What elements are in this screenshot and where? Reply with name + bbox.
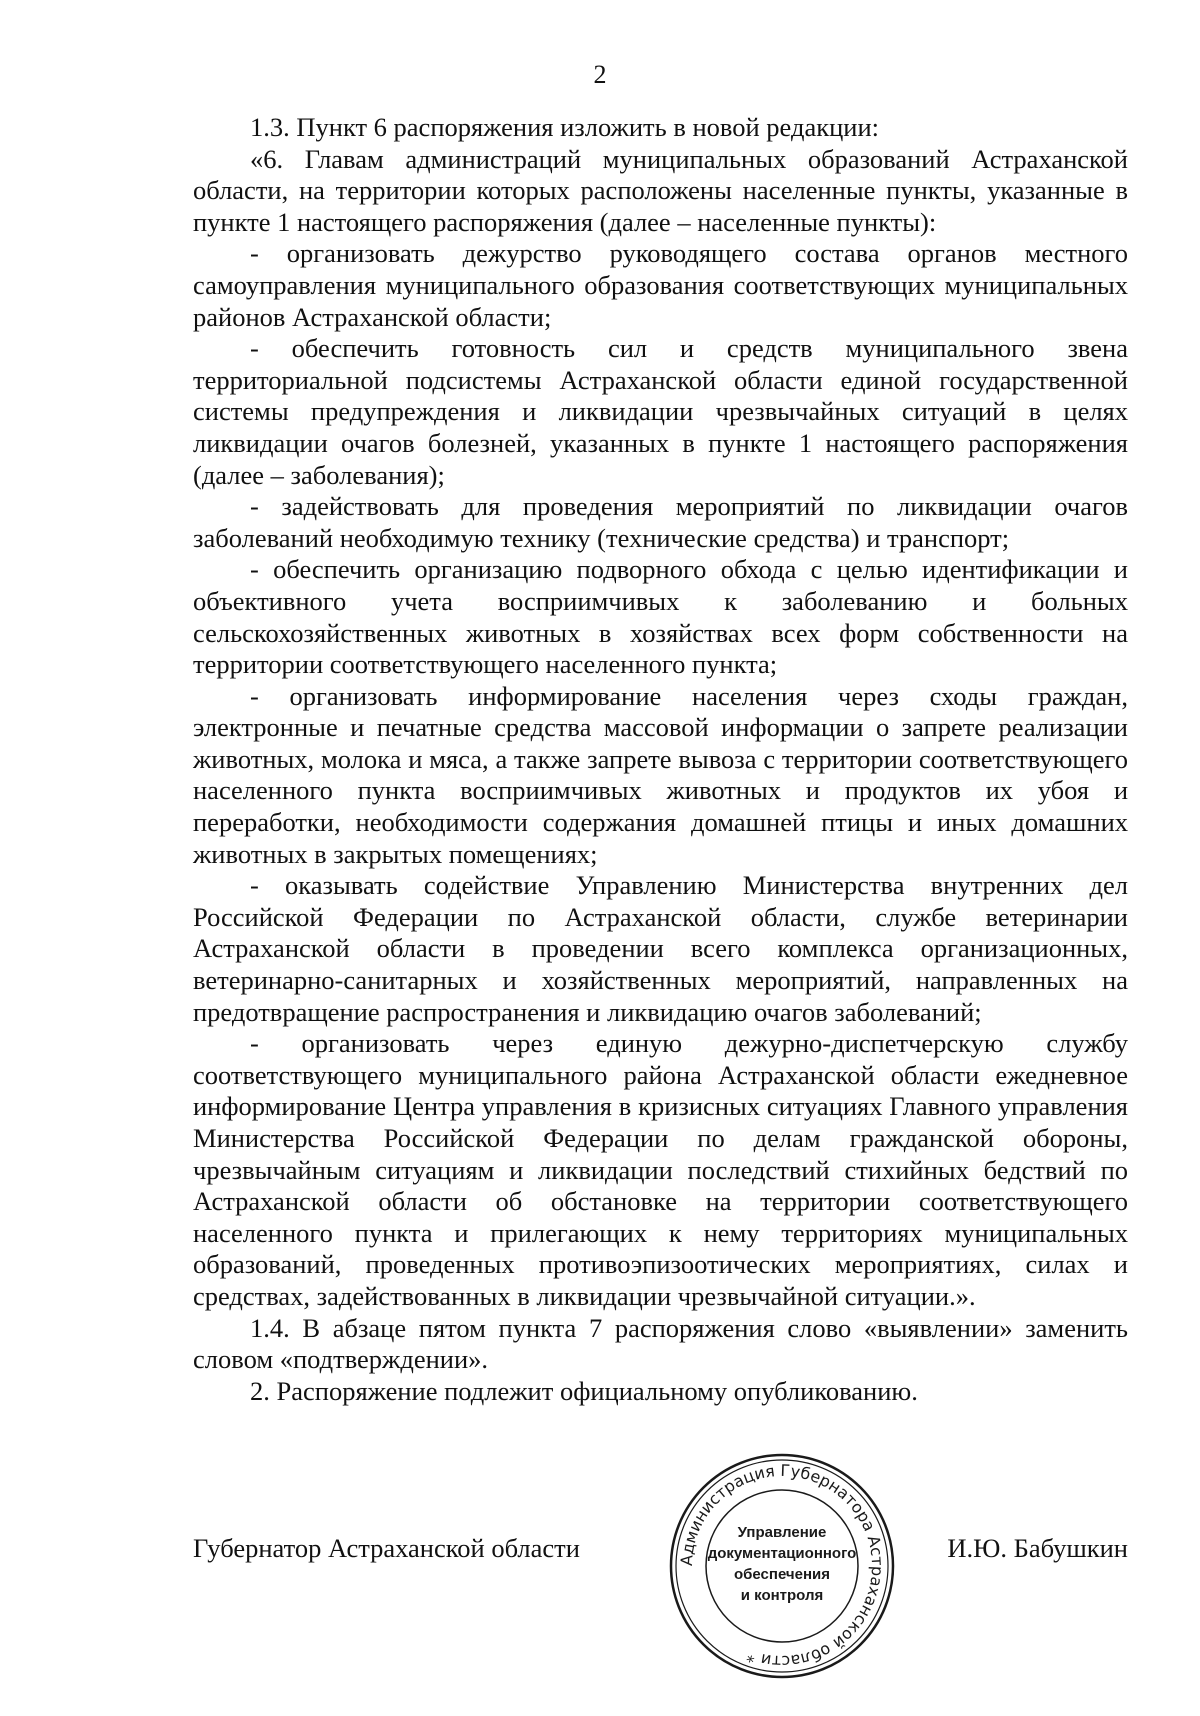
paragraph-1-4: 1.4. В абзаце пятом пункта 7 распоряжения слово «выявлении» заменить словом «подтверждении». — [193, 1312, 1128, 1375]
document-body — [193, 112, 1128, 1407]
paragraph-clause-6: «6. Главам администраций муниципальных образований Астраханской области, на территории которых расположены населенные пункты, указанные в пункте 1 настоящего распоряжения (далее – населенные пункты): — [193, 143, 1128, 237]
paragraph-assistance: - оказывать содействие Управлению Министерства внутренних дел Российской Федерации по Астраханской области, службе ветеринарии Астраханской области в проведении всего комплекса организационных, ветеринарно-санитарных и хозяйственных мероприятий, направленных на предотвращение распространения и ликвидацию очагов заболеваний; — [193, 870, 1128, 1027]
page-number: 2 — [593, 60, 607, 89]
paragraph-inspection: - обеспечить организацию подворного обхода с целью идентификации и объективного учета восприимчивых к заболеванию и больных сельскохозяйственных животных в хозяйствах всех форм собственности на территории соответствующего населенного пункта; — [193, 554, 1128, 680]
official-stamp — [668, 1452, 896, 1680]
stamp-outer-text: Администрация Губернатора Астраханской области * — [676, 1460, 888, 1672]
stamp-line-4: и контроля — [740, 1587, 824, 1604]
signer-title: Губернатор Астраханской области — [193, 1533, 580, 1563]
paragraph-2: 2. Распоряжение подлежит официальному опубликованию. — [250, 1375, 918, 1406]
paragraph-daily-report: - организовать через единую дежурно-диспетчерскую службу соответствующего муниципального района Астраханской области ежедневное информирование Центра управления в кризисных ситуациях Главного управления Министерства Российской Федерации по делам гражданской обороны, чрезвычайным ситуациям и ликвидации последствий стихийных бедствий по Астраханской области об обстановке на территории соответствующего населенного пункта и прилегающих к нему территориях муниципальных образований, проведенных противоэпизоотических мероприятиях, силах и средствах, задействованных в ликвидации чрезвычайной ситуации.». — [193, 1028, 1128, 1311]
stamp-line-2: документационного — [707, 1545, 857, 1562]
signer-name: И.Ю. Бабушкин — [947, 1533, 1128, 1563]
paragraph-duty: - организовать дежурство руководящего состава органов местного самоуправления муниципального образования соответствующих муниципальных районов Астраханской области; — [193, 238, 1128, 332]
paragraph-readiness: - обеспечить готовность сил и средств муниципального звена территориальной подсистемы Астраханской области единой государственной системы предупреждения и ликвидации чрезвычайных ситуаций в целях ликвидации очагов болезней, указанных в пункте 1 настоящего распоряжения (далее – заболевания); — [193, 333, 1128, 490]
paragraph-1-3: 1.3. Пункт 6 распоряжения изложить в новой редакции: — [250, 112, 879, 142]
stamp-line-3: обеспечения — [733, 1566, 831, 1583]
paragraph-equipment: - задействовать для проведения мероприятий по ликвидации очагов заболеваний необходимую технику (технические средства) и транспорт; — [193, 491, 1128, 553]
paragraph-informing: - организовать информирование населения через сходы граждан, электронные и печатные средства массовой информации о запрете реализации животных, молока и мяса, а также запрете вывоза с территории соответствующего населенного пункта восприимчивых животных и продуктов их убоя и переработки, необходимости содержания домашней птицы и иных домашних животных в закрытых помещениях; — [193, 680, 1128, 869]
stamp-line-1: Управление — [737, 1524, 827, 1541]
